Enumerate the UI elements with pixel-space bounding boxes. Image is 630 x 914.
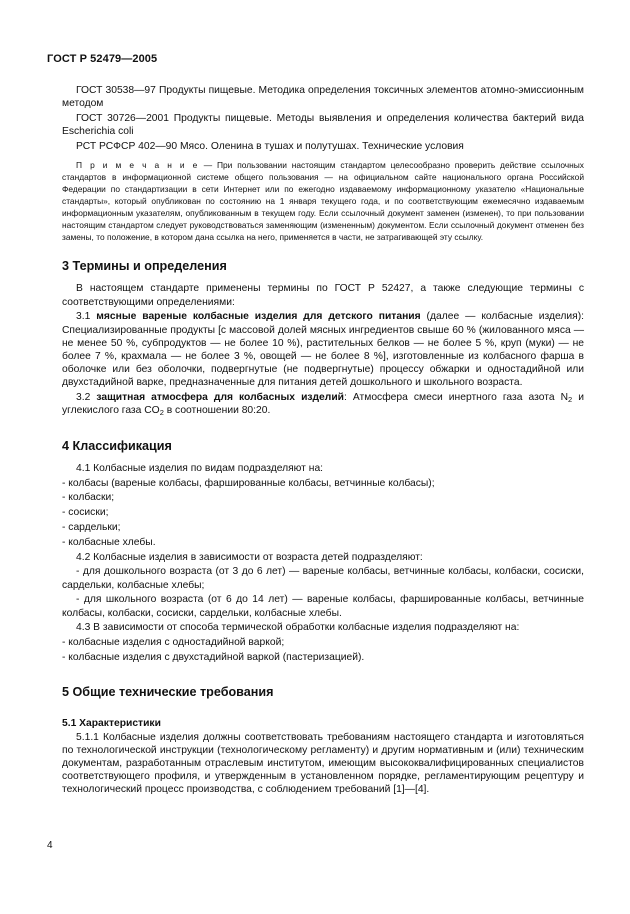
list-item: - сосиски; (62, 507, 109, 519)
reference-item: РСТ РСФСР 402—90 Мясо. Оленина в тушах и полутушах. Технические условия (76, 141, 464, 152)
list-item: - колбасные хлебы. (62, 536, 156, 548)
note-paragraph (62, 159, 584, 243)
list-item: - колбасные изделия с одностадийной варкой; (62, 637, 285, 649)
subsection-5-1-heading: 5.1 Характеристики (62, 718, 161, 730)
list-item: - колбаски; (62, 492, 115, 504)
section-4-heading: 4 Классификация (62, 438, 172, 453)
list-item: - для школьного возраста (от 6 до 14 лет) — вареные колбасы, фаршированные колбасы, ветчинные колбасы, колбаски, сосиски, сардельки, колбасные хлебы. (62, 594, 584, 619)
document-header: ГОСТ Р 52479—2005 (47, 53, 158, 65)
term-3-2-name: защитная атмосфера для колбасных изделий (96, 392, 344, 404)
paragraph-4-3: 4.3 В зависимости от способа термической обработки колбасные изделия подразделяют на: (76, 622, 520, 634)
section-5-heading: 5 Общие технические требования (62, 685, 274, 700)
document-body (62, 84, 584, 798)
term-3-1-name: мясные вареные колбасные изделия для детского питания (96, 311, 421, 323)
note-label: П р и м е ч а н и е (76, 160, 199, 171)
paragraph-4-1: 4.1 Колбасные изделия по видам подразделяют на: (76, 462, 324, 474)
term-3-1-definition: (далее — колбасные изделия): Специализированные продукты [с массовой долей мясных ингредиентов свыше 60 % (жилованного мяса — не менее 50 %, субпродуктов — не более 10 %), растительных белков — не более 5 %, круп (муки) — не более 7 %, крахмала — не более 3 %, овощей — не более 8 %], изготовленные из колбасного фарша в оболочке или без оболочки, подвергнутые (не подвергнутые) процессу обжарки и одностадийной или двухстадийной варке, предназначенные для питания детей дошкольного и школьного возраста. (62, 311, 584, 389)
list-item: - колбасы (вареные колбасы, фаршированные колбасы, ветчинные колбасы); (62, 477, 435, 489)
section-3-intro: В настоящем стандарте применены термины по ГОСТ Р 52427, а также следующие термины с соответствующими определениями: (62, 283, 584, 308)
reference-item: ГОСТ 30538—97 Продукты пищевые. Методика определения токсичных элементов атомно-эмиссионным методом (62, 85, 584, 110)
term-3-2: 3.2 защитная атмосфера для колбасных изделий: Атмосфера смеси инертного газа азота $N_2$ и углекислого газа $CO_2$ в соотношении 80:20. (62, 392, 584, 418)
list-item: - колбасные изделия с двухстадийной варкой (пастеризацией). (62, 652, 365, 663)
paragraph-5-1-1: 5.1.1 Колбасные изделия должны соответствовать требованиям настоящего стандарта и изготовляться по технологической инструкции (технологическому регламенту) и другим нормативным и (или) техническим документам, разработанным отраслевым институтом, имеющим высококвалифицированных специалистов соответствующего профиля, и утвержденным в установленном порядке, регламентирующим рецептуру и технологический процесс производства, с соблюдением требований [1]—[4]. (62, 731, 584, 796)
references-list (62, 84, 584, 153)
section-3-heading: 3 Термины и определения (62, 259, 227, 274)
page-number: 4 (47, 840, 53, 851)
note-text: — При пользовании настоящим стандартом целесообразно проверить действие ссылочных стандартов в информационной системе общего пользования — на официальном сайте национального органа Российской Федерации по стандартизации в сети Интернет или по ежегодно издаваемому информационному указателю «Национальные стандарты», который опубликован по состоянию на 1 января текущего года, и по соответствующим ежемесячно издаваемым информационным указателям, опубликованным в текущем году. Если ссылочный документ заменен (изменен), то при пользовании настоящим стандартом следует руководствоваться заменяющим (измененным) документом. Если ссылочный документ отменен без замены, то положение, в котором дана ссылка на него, применяется в части, не затрагивающей эту ссылку. (62, 160, 584, 243)
paragraph-4-2: 4.2 Колбасные изделия в зависимости от возраста детей подразделяют: (76, 551, 423, 563)
list-item: - сардельки; (62, 522, 121, 534)
term-3-1: 3.1 мясные вареные колбасные изделия для детского питания (далее — колбасные изделия): Специализированные продукты [с массовой долей мясных ингредиентов свыше 60 % (жилованного мяса — не менее 50 %, субпродуктов — не более 10 %), растительных белков — не более 5 %, круп (муки) — не более 7 %, крахмала — не более 3 %, овощей — не более 8 %], изготовленные из колбасного фарша в оболочке или без оболочки, подвергнутые (не подвергнутые) процессу обжарки и одностадийной или двухстадийной варке, предназначенные для питания детей дошкольного и школьного возраста. (62, 311, 584, 389)
reference-item: ГОСТ 30726—2001 Продукты пищевые. Методы выявления и определения количества бактерий вида Escherichia coli (62, 113, 584, 138)
list-item: - для дошкольного возраста (от 3 до 6 лет) — вареные колбасы, ветчинные колбасы, колбаски, сосиски, сардельки, колбасные хлебы; (62, 566, 584, 591)
